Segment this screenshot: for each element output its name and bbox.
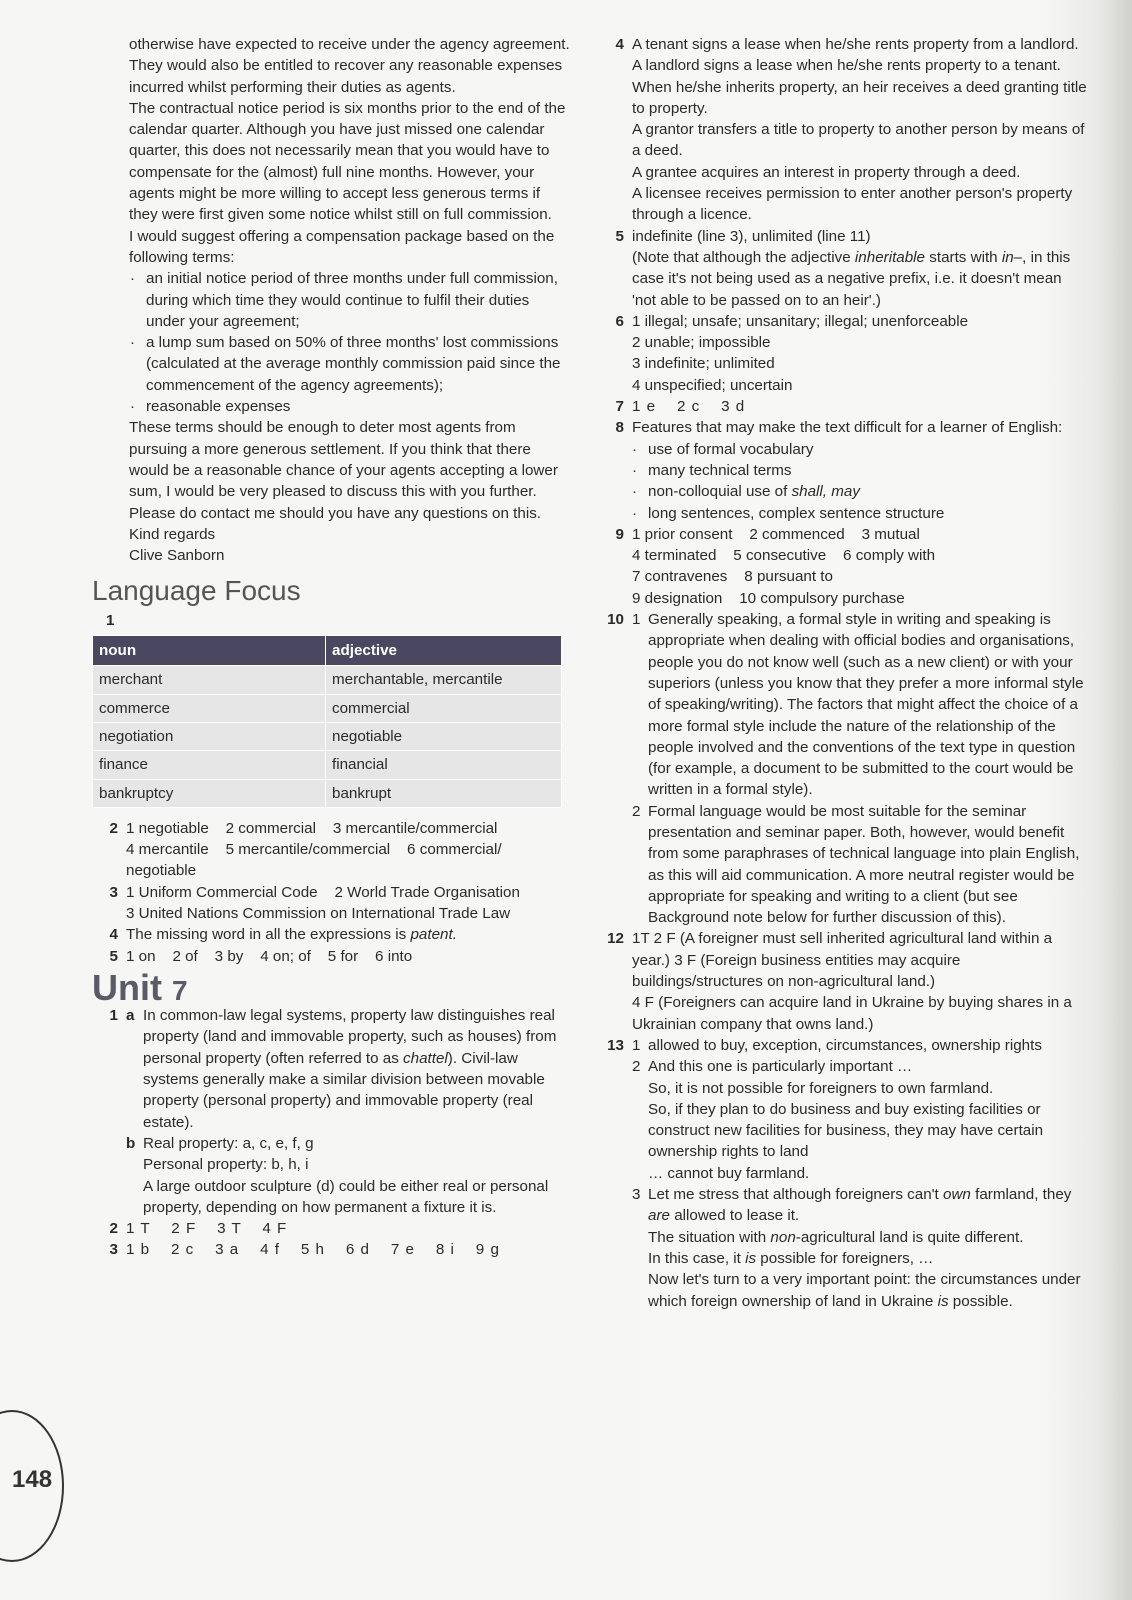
letter-paragraph: These terms should be enough to deter most agents from pursuing a more generous settlement. If you think that there would be a reasonable chance of your agents accepting a lower sum, I would be very pleased to discuss this with you further. bbox=[129, 419, 558, 501]
answer-item: 12 1T 2 F (A foreigner must sell inherited agricultural land within a year.) 3 F (Foreign business entities may acquire buildings/structures on non-agricultural land.) 4 F (Foreigners can acquire land in Ukraine by buying shares in a Ukrainian company that owns land.) bbox=[607, 930, 1072, 1033]
bullet-item: · reasonable expenses bbox=[130, 398, 291, 416]
answer-item: 6 1 illegal; unsafe; unsanitary; illegal; unenforceable 2 unable; impossible 3 indefinite; unlimited 4 unspecified; uncertain bbox=[615, 312, 969, 394]
answer-item: 1 a In common-law legal systems, property law distinguishes real property (land and immovable property, such as houses) from personal property (often referred to as chattel). Civil-law systems generally make a similar division between movable property (personal property) and immovable property (real estate). b Real property: a, c, e, f, g Personal property: b, h, i A large outdoor sculpture (d) could be either real or personal property, depending on how permanent a fixture it is. bbox=[92, 1005, 572, 1218]
sub-item: b Real property: a, c, e, f, g Personal property: b, h, i A large outdoor sculpture (d) could be either real or personal property, depending on how permanent a fixture it is. bbox=[126, 1134, 549, 1216]
letter-paragraph: The contractual notice period is six months prior to the end of the calendar quarter. Although you have just missed one calendar quarter, this does not necessarily mean that you would have to compensate for the (almost) full nine months. However, your agents might be more willing to accept less generous terms if they were first given some notice whilst still on full commission. bbox=[129, 99, 566, 224]
sub-item: 3 Let me stress that although foreigners can't own farmland, they are allowed to lease it. The situation with non-agricultural land is quite different. In this case, it is possible for foreigners, … Now let's turn to a very important point: the circumstances under which foreign ownership of land in Ukraine is possible. bbox=[632, 1186, 1081, 1310]
table-row: merchant merchantable, mercantile bbox=[93, 666, 562, 694]
bullet-item: · a lump sum based on 50% of three months' lost commissions (calculated at the average monthly commission paid since the commencement of the agency agreements); bbox=[130, 334, 561, 394]
question-number: 1 bbox=[106, 611, 115, 629]
letter-paragraph: Please do contact me should you have any questions on this. bbox=[129, 504, 542, 522]
answer-item: 10 1 Generally speaking, a formal style in writing and speaking is appropriate when dealing with official bodies and organisations, people you do not know well (such as a new client) or with your superiors (unless you know that they prefer a more informal style of speaking/writing). The factors that might affect the choice of a more formal style include the nature of the relationship of the people involved and the conventions of the text type in question (for example, a document to be submitted to the court would be written in a formal style). 2 Formal language would be most suitable for the seminar presentation and seminar paper. Both, however, would benefit from some paraphrases of technical language into plain English, as this will aid communication. A more neutral register would be appropriate for speaking and writing to a client (but see Background note below for further discussion of this). bbox=[598, 609, 1088, 928]
answer-item: 4 The missing word in all the expressions is patent. bbox=[109, 926, 457, 944]
unit-title: Unit 7 bbox=[92, 966, 188, 1008]
sign-off: Kind regards bbox=[129, 525, 216, 543]
letter-closing bbox=[92, 417, 572, 566]
language-focus-title: Language Focus bbox=[92, 575, 301, 607]
answer-item: 8 Features that may make the text difficult for a learner of English: · use of formal vocabulary · many technical terms · non-colloquial use of shall, may · long sentences, complex sentence structure bbox=[598, 417, 1088, 523]
right-column bbox=[598, 34, 1088, 1312]
answer-item: 2 1 T 2 F 3 T 4 F bbox=[109, 1220, 288, 1238]
table-row: finance financial bbox=[93, 751, 562, 779]
table-row: commerce commercial bbox=[93, 694, 562, 722]
table-header: adjective bbox=[326, 636, 562, 666]
answer-item: 3 1 Uniform Commercial Code 2 World Trade Organisation 3 United Nations Commission on International Trade Law bbox=[109, 883, 520, 922]
table-row: negotiation negotiable bbox=[93, 722, 562, 750]
sub-item: 2 Formal language would be most suitable for the seminar presentation and seminar paper. Both, however, would benefit from some paraphrases of technical language into plain English, as this will aid communication. A more neutral register would be appropriate for speaking and writing to a client (but see Background note below for further discussion of this). bbox=[632, 802, 1080, 927]
letter-paragraph: I would suggest offering a compensation package based on the following terms: bbox=[129, 227, 555, 266]
table-header-row bbox=[93, 636, 562, 666]
letter-body bbox=[92, 34, 572, 268]
answer-item: 5 1 on 2 of 3 by 4 on; of 5 for 6 into bbox=[109, 947, 413, 965]
noun-adjective-table bbox=[92, 635, 562, 808]
page-number: 148 bbox=[12, 1466, 53, 1493]
answer-item: 5 indefinite (line 3), unlimited (line 11) (Note that although the adjective inheritable starts with in–, in this case it's not being used as a negative prefix, i.e. it doesn't mean 'not able to be passed on to an heir'.) bbox=[615, 227, 1071, 309]
sub-item: 1 Generally speaking, a formal style in writing and speaking is appropriate when dealing with official bodies and organisations, people you do not know well (such as a new client) or with your superiors (unless you know that they prefer a more informal style of speaking/writing). The factors that might affect the choice of a more formal style include the nature of the relationship of the people involved and the conventions of the text type in question (for example, a document to be submitted to the court would be written in a formal style). bbox=[632, 611, 1084, 799]
table-header: noun bbox=[93, 636, 326, 666]
bullet-item: · an initial notice period of three months under full commission, during which time they would continue to fulfil their duties under your agreement; bbox=[130, 270, 558, 330]
letter-paragraph: otherwise have expected to receive under the agency agreement. They would also be entitled to recover any reasonable expenses incurred whilst performing their duties as agents. bbox=[129, 36, 570, 96]
table-row: bankruptcy bankrupt bbox=[93, 779, 562, 807]
bullet-item: · many technical terms bbox=[632, 461, 792, 479]
bullet-item: · non-colloquial use of shall, may bbox=[632, 483, 860, 501]
answer-item: 7 1 e 2 c 3 d bbox=[615, 398, 746, 416]
answer-item: 9 1 prior consent 2 commenced 3 mutual 4 terminated 5 consecutive 6 comply with 7 contravenes 8 pursuant to 9 designation 10 compulsory purchase bbox=[615, 525, 936, 607]
answer-item: 2 1 negotiable 2 commercial 3 mercantile/commercial 4 mercantile 5 mercantile/commercial 6 commercial/ negotiable bbox=[109, 819, 502, 880]
signature-name: Clive Sanborn bbox=[129, 547, 225, 565]
bullet-item: · long sentences, complex sentence structure bbox=[632, 504, 945, 522]
answer-item: 3 1 b 2 c 3 a 4 f 5 h 6 d 7 e 8 i 9 g bbox=[109, 1241, 500, 1259]
bullet-item: · use of formal vocabulary bbox=[632, 440, 814, 458]
answer-item: 4 A tenant signs a lease when he/she rents property from a landlord. A landlord signs a lease when he/she rents property to a tenant. When he/she inherits property, an heir receives a deed granting title to property. A grantor transfers a title to property to another person by means of a deed. A grantee acquires an interest in property through a deed. A licensee receives permission to enter another person's property through a licence. bbox=[615, 36, 1087, 224]
answer-item: 13 1 allowed to buy, exception, circumstances, ownership rights 2 And this one is particularly important … So, it is not possible for foreigners to own farmland. So, if they plan to do business and buy existing facilities or construct new facilities for business, they may have certain ownership rights to land … cannot buy farmland. 3 Let me stress that although foreigners can't own farmland, they are allowed to lease it. The situation with non-agricultural land is quite different. In this case, it is possible for foreigners, … Now let's turn to a very important point: the circumstances under which foreign ownership of land in Ukraine is possible. bbox=[598, 1035, 1088, 1312]
left-column bbox=[92, 34, 572, 1261]
sub-item: 1 allowed to buy, exception, circumstances, ownership rights bbox=[632, 1036, 1042, 1054]
sub-item: a In common-law legal systems, property law distinguishes real property (land and immovable property, such as houses) from personal property (often referred to as chattel). Civil-law systems generally make a similar division between movable property (personal property) and immovable property (real estate). bbox=[126, 1007, 557, 1131]
sub-item: 2 And this one is particularly important … So, it is not possible for foreigners to own farmland. So, if they plan to do business and buy existing facilities or construct new facilities for business, they may have certain ownership rights to land … cannot buy farmland. bbox=[632, 1058, 1044, 1182]
